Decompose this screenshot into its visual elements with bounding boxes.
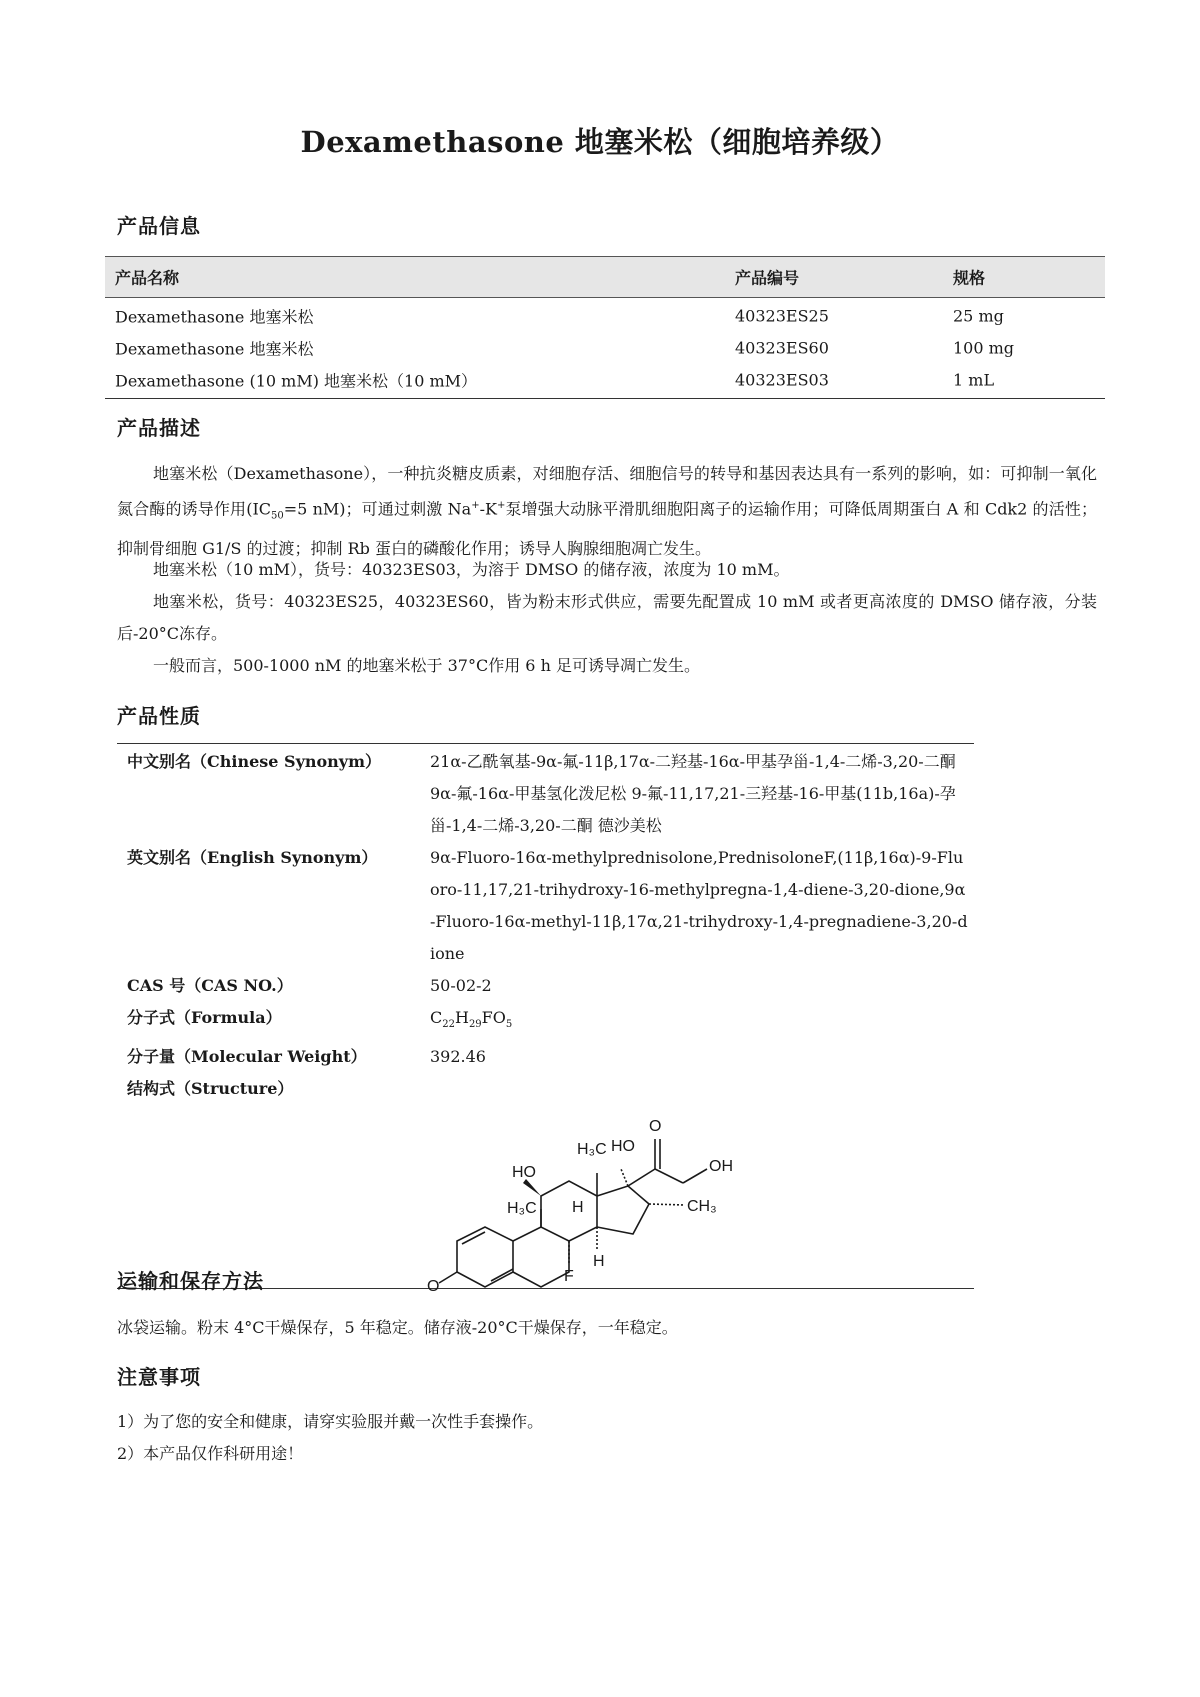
description-paragraph-4: 一般而言，500-1000 nM 的地塞米松于 37°C作用 6 h 足可诱导凋亡发生。 <box>153 656 700 675</box>
desc-text: 泵增强大动脉平滑肌细胞阳离子的运输作用；可降低周期蛋白 A 和 Cdk2 的活性；抑制骨细胞 G1/S 的过渡；抑制 Rb 蛋白的磷酸化作用；诱导人胸腺细胞凋亡发生。 <box>117 499 1097 558</box>
description-paragraph-1 <box>117 458 1097 565</box>
property-value: $C_{22}H_{29}FO_5$ <box>430 1008 513 1031</box>
atom-label: O <box>649 1118 662 1136</box>
property-label: 分子式（Formula） <box>127 1008 282 1027</box>
property-value: 50-02-2 <box>430 976 492 995</box>
atom-label: F <box>564 1268 574 1286</box>
description-paragraph-3: 地塞米松，货号：40323ES25，40323ES60，皆为粉末形式供应，需要先配置成 10 mM 或者更高浓度的 DMSO 储存液，分装后-20°C冻存。 <box>117 592 1097 643</box>
atom-label: CH₃ <box>687 1198 717 1216</box>
property-row-chinese <box>117 744 974 842</box>
desc-subscript: 50 <box>271 510 284 522</box>
atom-label: O <box>427 1278 440 1292</box>
property-value: 392.46 <box>430 1047 486 1067</box>
desc-superscript: + <box>496 500 506 511</box>
desc-text: 地塞米松（Dexamethasone），一种抗炎糖皮质素，对细胞存活、细胞信号的转导和基因表达具有一系列的影响，如：可抑制一氧化氮合酶的诱导作用(IC <box>117 464 1097 519</box>
table-row <box>105 300 1105 332</box>
cell-code: 40323ES25 <box>735 306 829 326</box>
header-code: 产品编号 <box>735 268 800 288</box>
cell-name: Dexamethasone 地塞米松 <box>115 307 314 327</box>
properties-table <box>117 743 974 1292</box>
header-name: 产品名称 <box>115 268 180 288</box>
property-row-cas <box>117 970 974 1002</box>
cell-name: Dexamethasone 地塞米松 <box>115 339 314 359</box>
atom-label: OH <box>709 1158 733 1176</box>
cell-spec: 25 mg <box>953 306 1004 326</box>
desc-text: =5 nM)；可通过刺激 Na <box>283 499 472 519</box>
property-label: 英文别名（English Synonym） <box>127 848 378 867</box>
property-label: 结构式（Structure） <box>127 1079 294 1099</box>
note-item: 2）本产品仅作科研用途！ <box>117 1444 304 1463</box>
section-heading-info: 产品信息 <box>117 214 201 238</box>
product-table <box>105 256 1105 399</box>
atom-label: HO <box>512 1164 536 1182</box>
storage-text: 冰袋运输。粉末 4°C干燥保存，5 年稳定。储存液-20°C干燥保存，一年稳定。 <box>117 1318 678 1337</box>
property-row-formula <box>117 1002 974 1041</box>
cell-spec: 100 mg <box>953 338 1015 358</box>
section-heading-properties: 产品性质 <box>117 704 201 728</box>
page-title: Dexamethasone 地塞米松（细胞培养级） <box>300 125 900 159</box>
atom-label: H₃C <box>577 1141 607 1159</box>
property-row-english <box>117 842 974 970</box>
table-row <box>105 364 1105 396</box>
section-heading-description: 产品描述 <box>117 416 201 440</box>
note-item: 1）为了您的安全和健康，请穿实验服并戴一次性手套操作。 <box>117 1412 544 1431</box>
property-value: 21α-乙酰氧基-9α-氟-11β,17α-二羟基-16α-甲基孕甾-1,4-二烯-3,20-二酮 9α-氟-16α-甲基氢化泼尼松 9-氟-11,17,21-三羟基-16-甲基(11b,16a)-孕甾-1,4-二烯-3,20-二酮 德沙美松 <box>430 752 956 835</box>
header-spec: 规格 <box>953 268 986 288</box>
atom-label: H₃C <box>507 1200 537 1218</box>
cell-spec: 1 mL <box>953 370 995 390</box>
property-label: CAS 号（CAS NO.） <box>127 976 293 995</box>
atom-label: H <box>572 1199 584 1217</box>
cell-code: 40323ES03 <box>735 370 829 390</box>
description-paragraph-2: 地塞米松（10 mM），货号：40323ES03，为溶于 DMSO 的储存液，浓度为 10 mM。 <box>153 560 790 579</box>
structure-diagram <box>427 1059 747 1291</box>
desc-text: -K <box>479 499 497 519</box>
product-table-header <box>105 256 1105 298</box>
property-value: 9α-Fluoro-16α-methylprednisolone,PrednisoloneF,(11β,16α)-9-Fluoro-11,17,21-trihydroxy-16-methylpregna-1,4-diene-3,20-dione,9α-Fluoro-16α-methyl-11β,17α,21-trihydroxy-1,4-pregnadiene-3,20-dione <box>430 848 968 963</box>
atom-label: HO <box>611 1138 635 1156</box>
atom-label: H <box>593 1253 605 1271</box>
section-heading-storage: 运输和保存方法 <box>117 1269 264 1293</box>
desc-superscript: + <box>471 500 480 511</box>
property-label: 分子量（Molecular Weight） <box>127 1047 367 1067</box>
property-row-structure <box>117 1073 974 1292</box>
cell-name: Dexamethasone (10 mM) 地塞米松（10 mM） <box>115 371 478 391</box>
cell-code: 40323ES60 <box>735 338 829 358</box>
section-heading-notes: 注意事项 <box>117 1365 201 1389</box>
table-row <box>105 332 1105 364</box>
property-label: 中文别名（Chinese Synonym） <box>127 752 382 771</box>
